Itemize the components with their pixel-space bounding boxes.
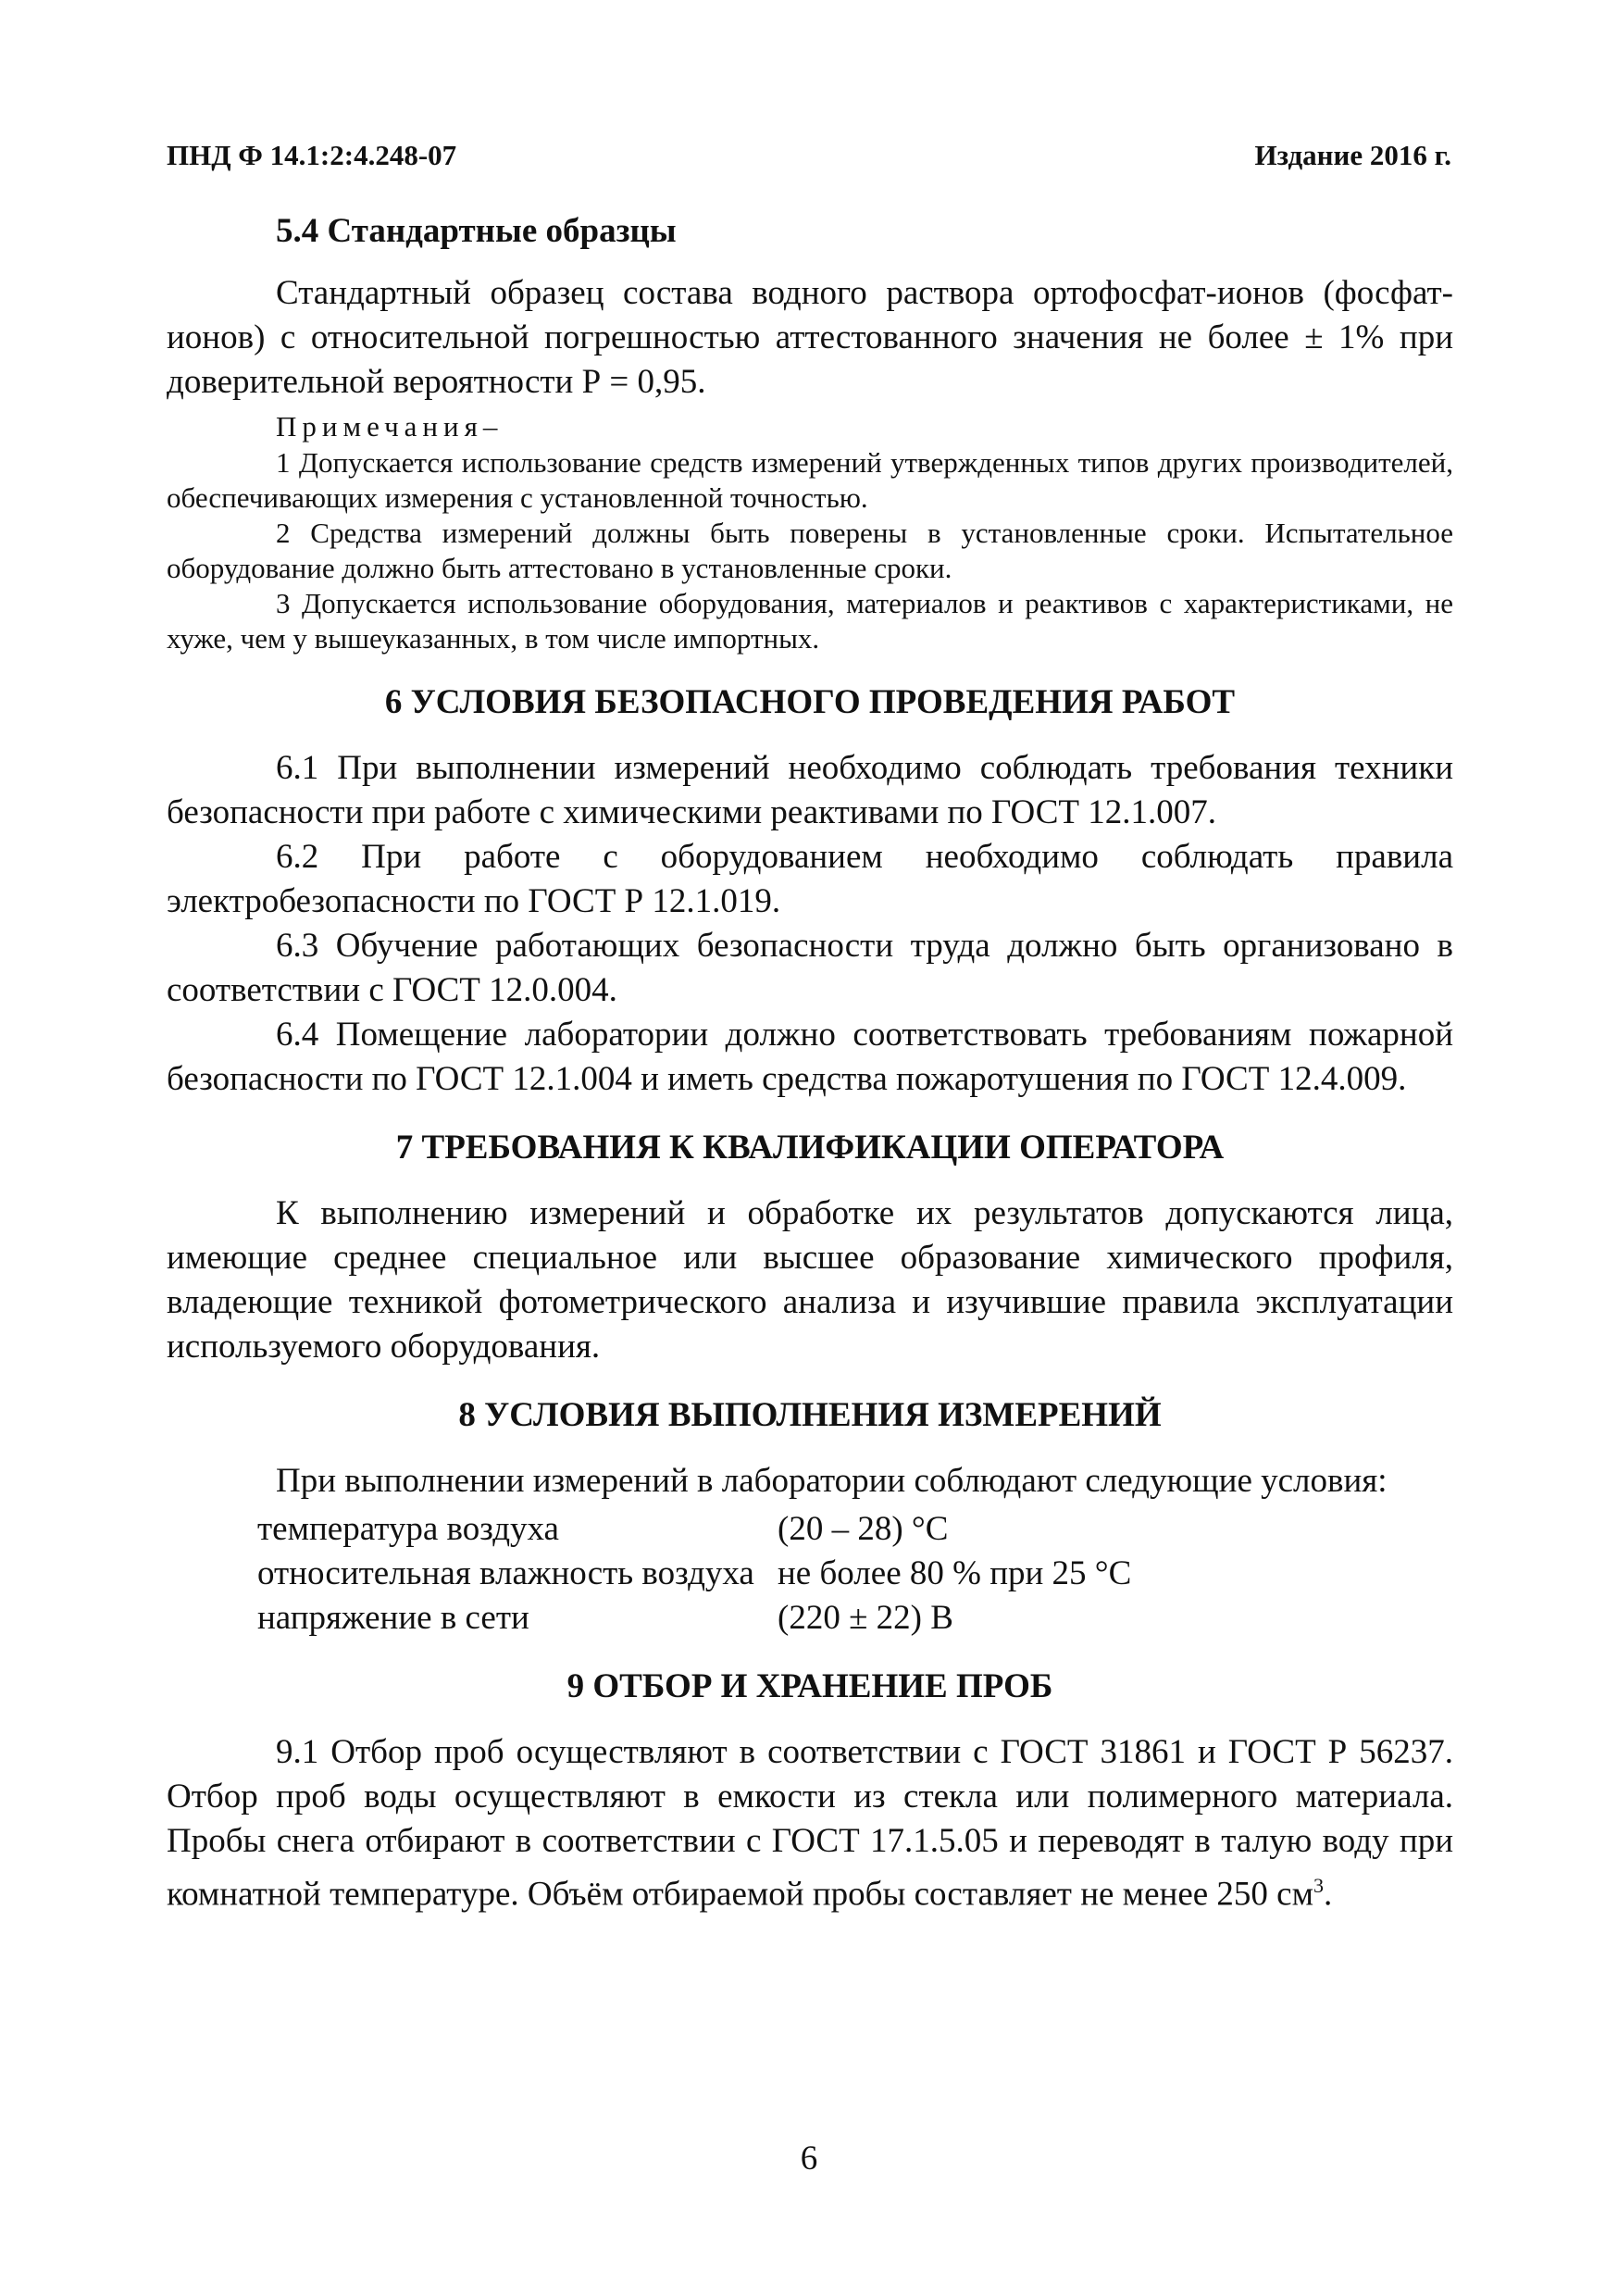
section-7-title: 7 ТРЕБОВАНИЯ К КВАЛИФИКАЦИИ ОПЕРАТОРА bbox=[395, 1129, 1225, 1167]
paragraph-6-4: 6.4 Помещение лаборатории должно соответствовать требованиям пожарной безопасности по ГОСТ 12.1.004 и иметь средства пожаротушения по ГОСТ 12.4.009. bbox=[167, 1016, 1453, 1098]
condition-label: относительная влажность воздуха bbox=[257, 1554, 754, 1592]
condition-row bbox=[167, 1507, 1453, 1552]
condition-value: не более 80 % при 25 °С bbox=[778, 1554, 1132, 1592]
condition-row bbox=[167, 1552, 1453, 1596]
section-5-4-title: 5.4 Стандартные образцы bbox=[276, 212, 677, 250]
note-3: 3 Допускается использование оборудования, материалов и реактивов с характеристиками, не хуже, чем у вышеуказанных, в том числе импортных. bbox=[167, 587, 1453, 655]
condition-value: (220 ± 22) В bbox=[778, 1599, 953, 1637]
section-8-intro: При выполнении измерений в лаборатории соблюдают следующие условия: bbox=[276, 1462, 1388, 1500]
condition-label: напряжение в сети bbox=[257, 1599, 529, 1637]
note-2: 2 Средства измерений должны быть поверены в установленные сроки. Испытательное оборудование должно быть аттестовано в установленные сроки. bbox=[167, 517, 1453, 584]
section-9-body: 9.1 Отбор проб осуществляют в соответствии с ГОСТ 31861 и ГОСТ Р 56237. Отбор проб воды осуществляют в емкости из стекла или полимерного материала. Пробы снега отбирают в соответствии с ГОСТ 17.1.5.05 и переводят в талую воду при комнатной температуре. Объём отбираемой пробы составляет не менее 250 см bbox=[167, 1733, 1453, 1914]
section-7-text: К выполнению измерений и обработке их результатов допускаются лица, имеющие среднее специальное или высшее образование химического профиля, владеющие техникой фотометрического анализа и изучившие правила эксплуатации используемого оборудования. bbox=[167, 1194, 1453, 1366]
condition-value: (20 – 28) °С bbox=[778, 1510, 949, 1548]
paragraph-6-1: 6.1 При выполнении измерений необходимо соблюдать требования техники безопасности при работе с химическими реактивами по ГОСТ 12.1.007. bbox=[167, 749, 1453, 831]
document-code: ПНД Ф 14.1:2:4.248-07 bbox=[167, 139, 457, 171]
note-1: 1 Допускается использование средств измерений утвержденных типов других производителей, обеспечивающих измерения с установленной точностью. bbox=[167, 446, 1453, 514]
page-content bbox=[167, 204, 1453, 1916]
section-9-title: 9 ОТБОР И ХРАНЕНИЕ ПРОБ bbox=[566, 1667, 1053, 1705]
condition-label: температура воздуха bbox=[257, 1510, 559, 1548]
conditions-list bbox=[167, 1507, 1453, 1641]
notes-title: Примечания– bbox=[276, 410, 504, 443]
page-number: 6 bbox=[800, 2140, 818, 2177]
section-9-text bbox=[167, 1730, 1453, 1916]
edition-label: Издание 2016 г. bbox=[1254, 139, 1451, 171]
section-5-4-text: Стандартный образец состава водного раствора ортофосфат-ионов (фосфат-ионов) с относительной погрешностью аттестованного значения не более ± 1% при доверительной вероятности Р = 0,95. bbox=[167, 274, 1453, 401]
section-8-title: 8 УСЛОВИЯ ВЫПОЛНЕНИЯ ИЗМЕРЕНИЙ bbox=[458, 1396, 1162, 1434]
condition-row bbox=[167, 1596, 1453, 1641]
unit-exponent: 3 bbox=[1313, 1874, 1324, 1897]
paragraph-6-3: 6.3 Обучение работающих безопасности труда должно быть организовано в соответствии с ГОСТ 12.0.004. bbox=[167, 927, 1453, 1009]
section-9-end: . bbox=[1324, 1875, 1333, 1914]
paragraph-6-2: 6.2 При работе с оборудованием необходимо соблюдать правила электробезопасности по ГОСТ Р 12.1.019. bbox=[167, 838, 1453, 920]
section-6-title: 6 УСЛОВИЯ БЕЗОПАСНОГО ПРОВЕДЕНИЯ РАБОТ bbox=[384, 683, 1236, 721]
